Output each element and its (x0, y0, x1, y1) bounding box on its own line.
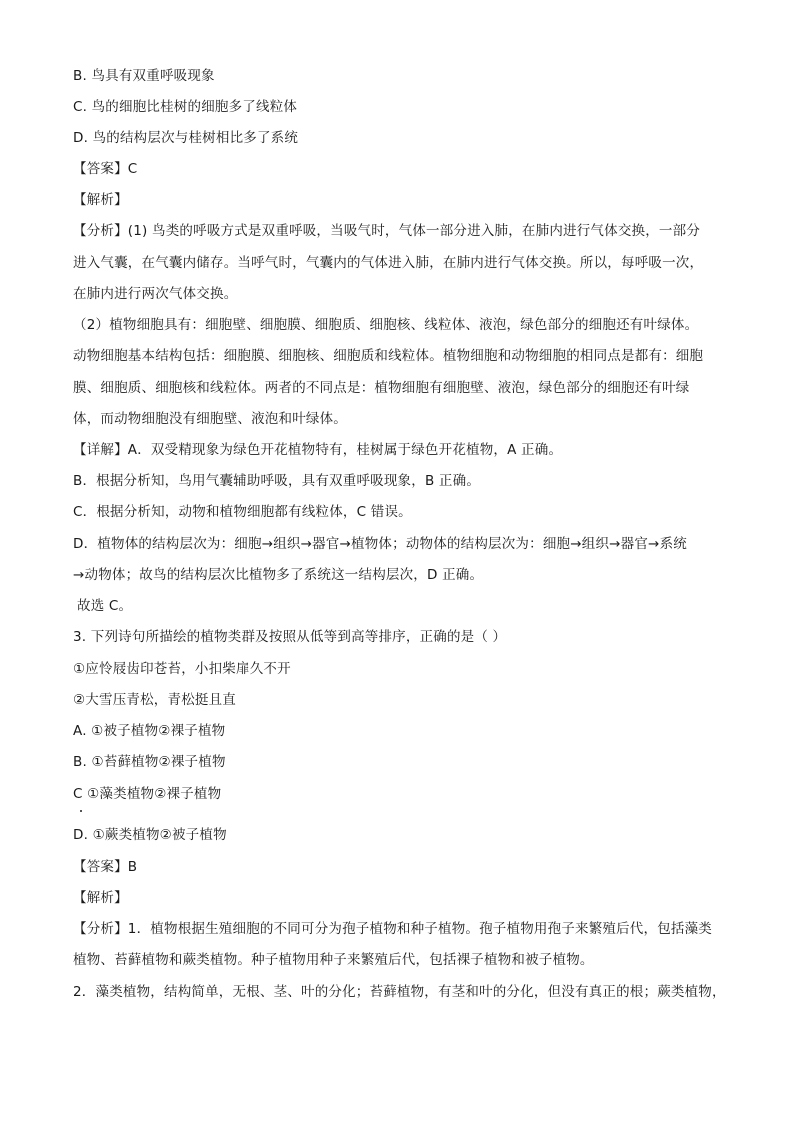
option-d-line: D. 鸟的结构层次与桂树相比多了系统 (73, 130, 299, 146)
detail-line: D．植物体的结构层次为：细胞→组织→器官→植物体；动物体的结构层次为：细胞→组织→器官→系统 (73, 536, 687, 552)
answer-line: 【答案】B (73, 859, 138, 875)
option-d-line: D. ①蕨类植物②被子植物 (73, 827, 227, 843)
analysis-paragraph-line: 体，而动物细胞没有细胞壁、液泡和叶绿体。 (73, 411, 347, 427)
option-c-line: C. 鸟的细胞比桂树的细胞多了线粒体 (73, 99, 298, 115)
analysis-paragraph-line: 进入气囊，在气囊内储存。当呼气时，气囊内的气体进入肺，在肺内进行气体交换。所以，每呼吸一次， (73, 255, 704, 271)
option-b-line: B. 鸟具有双重呼吸现象 (73, 68, 215, 84)
stray-dot-mark (80, 810, 82, 812)
answer-line: 【答案】C (73, 161, 138, 177)
detail-line: →动物体；故鸟的结构层次比植物多了系统这一结构层次，D 正确。 (73, 567, 484, 583)
analysis-heading: 【解析】 (73, 890, 128, 906)
question-3-stem: 3. 下列诗句所描绘的植物类群及按照从低等到高等排序，正确的是（ ） (73, 629, 507, 645)
analysis-paragraph-line: 动物细胞基本结构包括：细胞膜、细胞核、细胞质和线粒体。植物细胞和动物细胞的相同点是都有：细胞 (73, 348, 704, 364)
analysis-paragraph-line: 膜、细胞质、细胞核和线粒体。两者的不同点是：植物细胞有细胞壁、液泡，绿色部分的细胞还有叶绿 (73, 380, 690, 396)
analysis-paragraph-line: 植物、苔藓植物和蕨类植物。种子植物用种子来繁殖后代，包括裸子植物和被子植物。 (73, 952, 594, 968)
option-a-line: A. ①被子植物②裸子植物 (73, 723, 226, 739)
final-choice-line: 故选 C。 (77, 598, 133, 614)
detail-line: C．根据分析知，动物和植物细胞都有线粒体，C 错误。 (73, 504, 412, 520)
analysis-paragraph-line: 2．藻类植物，结构简单，无根、茎、叶的分化；苔藓植物，有茎和叶的分化，但没有真正的根；蕨类植物， (73, 984, 726, 1000)
poem-line-2: ②大雪压青松，青松挺且直 (73, 692, 237, 708)
option-b-line: B. ①苔藓植物②裸子植物 (73, 754, 226, 770)
analysis-paragraph-line: （2）植物细胞具有：细胞壁、细胞膜、细胞质、细胞核、线粒体、液泡，绿色部分的细胞还有叶绿体。 (73, 317, 699, 333)
detail-line: B．根据分析知，鸟用气囊辅助呼吸，具有双重呼吸现象，B 正确。 (73, 473, 481, 489)
analysis-paragraph-line: 【分析】(1) 鸟类的呼吸方式是双重呼吸，当吸气时，气体一部分进入肺，在肺内进行气体交换，一部分 (73, 223, 701, 239)
option-c-line: C ①藻类植物②裸子植物 (73, 786, 222, 802)
analysis-paragraph-line: 在肺内进行两次气体交换。 (73, 286, 238, 302)
detail-line: 【详解】A．双受精现象为绿色开花植物特有，桂树属于绿色开花植物，A 正确。 (73, 442, 563, 458)
poem-line-1: ①应怜屐齿印苍苔，小扣柴扉久不开 (73, 661, 291, 677)
analysis-paragraph-line: 【分析】1．植物根据生殖细胞的不同可分为孢子植物和种子植物。孢子植物用孢子来繁殖后代，包括藻类 (73, 921, 712, 937)
analysis-heading: 【解析】 (73, 192, 128, 208)
